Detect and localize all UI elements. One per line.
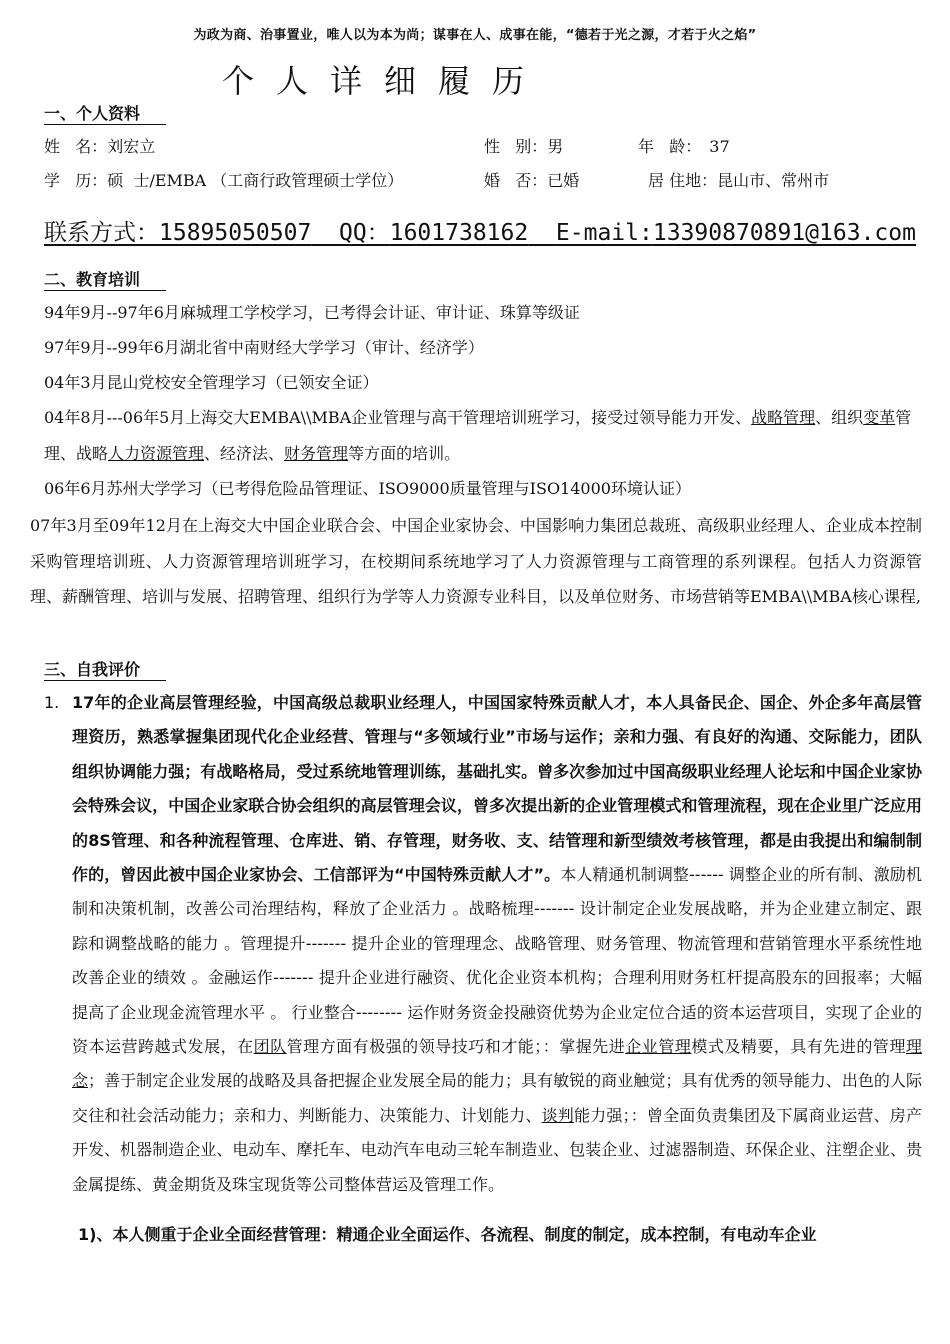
education-item-4 (44, 400, 924, 472)
degree-row (44, 170, 403, 192)
link-concept[interactable]: 理念 (72, 1037, 922, 1091)
marital-label: 婚 否： (484, 171, 548, 190)
self-eval-bold-text: 17年的企业高层管理经验，中国高级总裁职业经理人，中国国家特殊贡献人才，本人具备民企、国企、外企多年高层管理资历，熟悉掌握集团现代化企业经营、管理与“多领域行业”市场与运作；亲和力强、有良好的沟通、交际能力，团队组织协调能力强；有战略格局，受过系统地管理训练，基础扎实。曾多次参加过中国高级职业经理人论坛和中国企业家协会特殊会议，中国企业家联合协会组织的高层管理会议，曾多次提出新的企业管理模式和管理流程，现在企业里广泛应用的8S管理、和各种流程管理、仓库进、销、存管理，财务收、支、结管理和新型绩效考核管理，都是由我提出和编制制作的，曾因此被中国企业家协会、工信部评为“中国特殊贡献人才”。 (72, 693, 922, 885)
education-item-4-text-d: 、经济法、 (204, 444, 285, 463)
self-eval-item-1 (44, 686, 922, 1202)
self-eval-number: 1. (44, 693, 60, 712)
name-row (44, 136, 155, 158)
contact-email-label: E-mail: (555, 220, 653, 246)
marital-value: 已婚 (547, 171, 580, 190)
gender-label: 性 别： (484, 137, 548, 156)
self-eval-text-5: 能力强；：曾全面负责集团及下属商业运营、房产开发、机器制造企业、电动车、摩托车、电动汽车电动三轮车制造业、包装企业、过滤器制造、环保企业、注塑企业、贵金属提练、黄金期货及珠宝现货等公司整体营运及管理工作。 (72, 1105, 922, 1194)
section-personal-heading: 一、个人资料 (44, 104, 166, 125)
self-eval-text-3: 模式及精要，具有先进的管理 (691, 1037, 906, 1057)
contact-phone: 15895050507 (159, 220, 312, 246)
age-row (638, 136, 730, 158)
contact-label: 联系方式： (44, 220, 159, 246)
sub-item-number: 1)、 (78, 1225, 113, 1244)
contact-qq-label: QQ： (339, 220, 390, 246)
self-eval-list (44, 686, 922, 1202)
education-item-2: 97年9月--99年6月湖北省中南财经大学学习（审计、经济学） (44, 338, 484, 357)
self-eval-text-4: ；善于制定企业发展的战略及具备把握企业发展全局的能力；具有敏锐的商业触觉；具有优秀的领导能力、出色的人际交往和社会活动能力；亲和力、判断能力、决策能力、计划能力、 (72, 1071, 922, 1125)
education-item-4-link-finance[interactable]: 财务管理 (284, 444, 349, 463)
page-title: 个人详细履历 (222, 62, 547, 100)
education-item-4-link-strategy[interactable]: 战略管理 (751, 408, 816, 427)
link-enterprise-management[interactable]: 企业管理 (625, 1037, 692, 1057)
age-value: 37 (709, 137, 730, 156)
education-item-6: 07年3月至09年12月在上海交大中国企业联合会、中国企业家协会、中国影响力集团总裁班、高级职业经理人、企业成本控制采购管理培训班、人力资源管理培训班学习，在校期间系统地学习了人力资源管理与工商管理的系列课程。包括人力资源管理、薪酬管理、培训与发展、招聘管理、组织行为学等人力资源专业科目，以及单位财务、市场营销等EMBA\\MBA核心课程, (30, 516, 922, 606)
residence-row (648, 170, 829, 192)
name-value: 刘宏立 (107, 137, 156, 156)
degree-value: 硕 士/EMBA （工商行政管理硕士学位） (107, 171, 404, 190)
link-negotiation[interactable]: 谈判 (541, 1105, 574, 1125)
sub-item-text: 本人侧重于企业全面经营管理：精通企业全面运作、各流程、制度的制定，成本控制，有电动车企业 (112, 1225, 817, 1244)
education-item-1: 94年9月--97年6月麻城理工学校学习，已考得会计证、审计证、珠算等级证 (44, 303, 580, 322)
education-item-5: 06年6月苏州大学学习（已考得危险品管理证、ISO9000质量管理与ISO14000环境认证） (44, 479, 691, 498)
motto-header: 为政为商、治事置业，唯人以为本为尚；谋事在人、成事在能，“德若于光之源，才若于火之焰” (193, 28, 757, 43)
age-label: 年 龄： (638, 137, 702, 156)
education-item-4-text-a: 04年8月---06年5月上海交大EMBA\\MBA企业管理与高干管理培训班学习，接受过领导能力开发、 (44, 408, 752, 427)
education-item-4-text-e: 等方面的培训。 (348, 444, 461, 463)
residence-label: 居 住地： (648, 171, 718, 190)
education-item-4-text-c: 管理、战略 (44, 408, 912, 463)
contact-email: 13390870891@163.com (652, 220, 916, 246)
self-eval-text (72, 686, 922, 1202)
contact-qq: 1601738162 (389, 220, 529, 246)
marital-row (484, 170, 579, 192)
residence-value: 昆山市、常州市 (717, 171, 830, 190)
name-label: 姓 名： (44, 137, 108, 156)
link-team[interactable]: 团队 (253, 1037, 287, 1057)
self-eval-text-2: 管理方面有极强的领导技巧和才能；：掌握先进 (286, 1037, 626, 1057)
education-item-4-link-change[interactable]: 变革 (863, 408, 896, 427)
education-item-4-link-hr[interactable]: 人力资源管理 (108, 444, 205, 463)
gender-row (484, 136, 563, 158)
gender-value: 男 (547, 137, 564, 156)
education-item-4-text-b: 、组织 (815, 408, 864, 427)
contact-line (44, 214, 916, 247)
self-eval-text-1: 本人精通机制调整------ 调整企业的所有制、激励机制和决策机制，改善公司治理结构，释放了企业活力 。战略梳理------- 设计制定企业发展战略，并为企业建立制定、跟踪和调整战略的能力 。管理提升------- 提升企业的管理理念、战略管理、财务管理、物流管理和营销管理水平系统性地改善企业的绩效 。金融运作------- 提升企业进行融资、优化企业资本机构；合理利用财务杠杆提高股东的回报率；大幅提高了企业现金流管理水平 。 行业整合-------- 运作财务资金投融资优势为企业定位合适的资本运营项目，实现了企业的资本运营跨越式发展，在 (72, 865, 922, 1057)
self-eval-sub-item-1 (78, 1218, 928, 1252)
section-education-heading: 二、教育培训 (44, 270, 166, 291)
section-self-eval-heading: 三、自我评价 (44, 660, 166, 681)
degree-label: 学 历： (44, 171, 108, 190)
education-item-3: 04年3月昆山党校安全管理学习（已领安全证） (44, 373, 379, 392)
